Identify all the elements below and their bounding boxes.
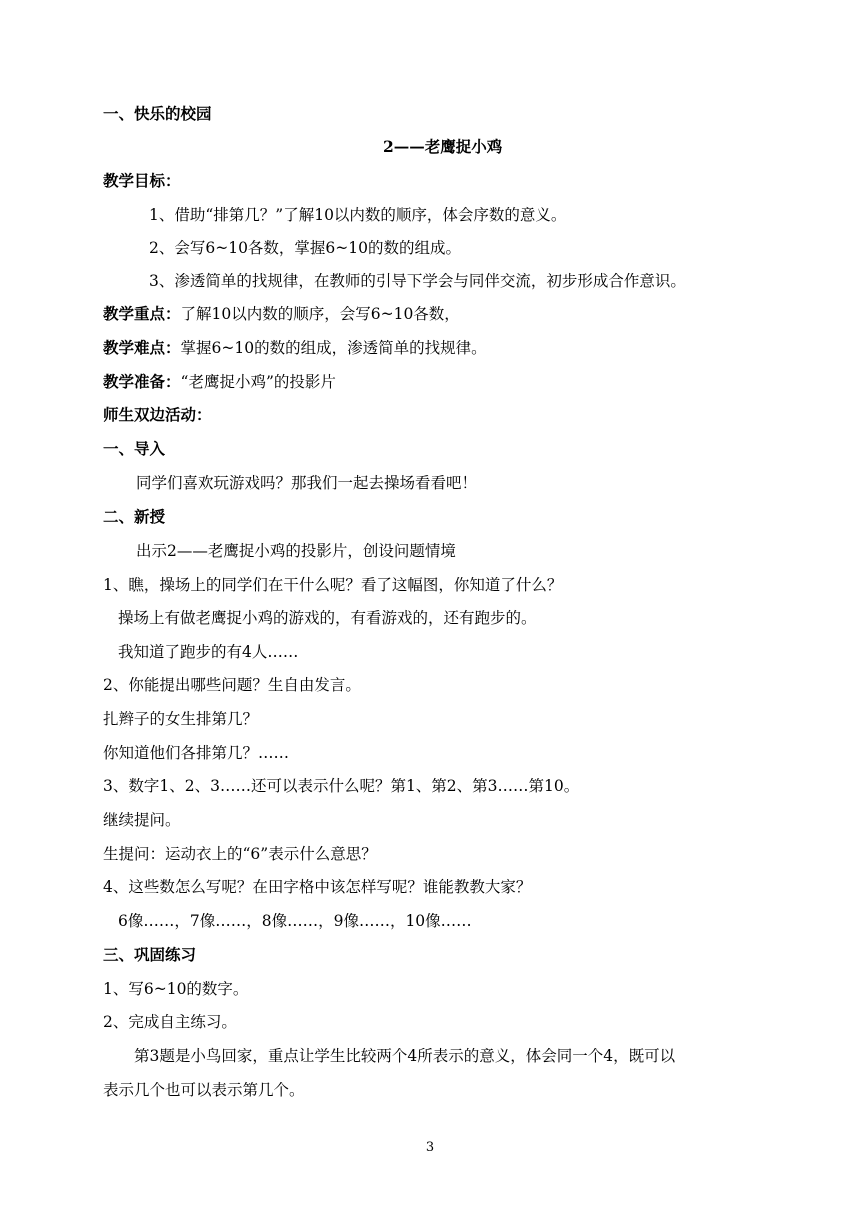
section-line: 操场上有做老鹰捉小鸡的游戏的，有看游戏的，还有跑步的。 <box>118 609 537 627</box>
section-line: 你知道他们各排第几？…… <box>103 744 290 762</box>
key-points <box>103 304 460 324</box>
objectives-label: 教学目标： <box>103 171 181 190</box>
objective-item: 2、会写6~10各数，掌握6~10的数的组成。 <box>149 239 462 257</box>
section-line: 2、你能提出哪些问题？生自由发言。 <box>103 676 361 694</box>
section-paragraph: 同学们喜欢玩游戏吗？那我们一起去操场看看吧！ <box>136 474 478 492</box>
section-line: 继续提问。 <box>103 811 181 829</box>
section-line: 2、完成自主练习。 <box>103 1013 237 1031</box>
preparation <box>103 372 336 392</box>
activities-label: 师生双边活动： <box>103 405 212 424</box>
section-title: 二、新授 <box>103 507 166 526</box>
section-line: 4、这些数怎么写呢？在田字格中该怎样写呢？谁能教教大家？ <box>103 878 532 896</box>
preparation-text: “老鹰捉小鸡”的投影片 <box>180 373 336 391</box>
key-points-label: 教学重点： <box>103 304 181 323</box>
section-title: 三、巩固练习 <box>103 945 197 964</box>
section-line: 第3题是小鸟回家，重点让学生比较两个4所表示的意义，体会同一个4，既可以 <box>134 1047 676 1065</box>
page-number: 3 <box>425 1140 435 1155</box>
section-line: 生提问：运动衣上的“6”表示什么意思？ <box>103 845 377 863</box>
difficulties-text: 掌握6~10的数的组成，渗透简单的找规律。 <box>180 339 487 357</box>
section-line: 我知道了跑步的有4人…… <box>118 643 299 661</box>
objective-item: 3、渗透简单的找规律，在教师的引导下学会与同伴交流，初步形成合作意识。 <box>149 272 686 290</box>
lesson-title: 2——老鹰捉小鸡 <box>383 137 503 156</box>
unit-heading: 一、快乐的校园 <box>103 104 212 123</box>
section-line: 3、数字1、2、3……还可以表示什么呢？第1、第2、第3……第10。 <box>103 777 580 795</box>
section-line: 1、写6~10的数字。 <box>103 980 249 998</box>
section-title: 一、导入 <box>103 439 166 458</box>
difficulties <box>103 338 487 358</box>
key-points-text: 了解10以内数的顺序，会写6~10各数， <box>180 305 460 323</box>
section-line: 表示几个也可以表示第几个。 <box>103 1081 305 1099</box>
section-line: 出示2——老鹰捉小鸡的投影片，创设问题情境 <box>136 542 456 560</box>
difficulties-label: 教学难点： <box>103 338 181 357</box>
preparation-label: 教学准备： <box>103 372 181 391</box>
section-line: 扎辫子的女生排第几？ <box>103 710 259 728</box>
section-line: 1、瞧，操场上的同学们在干什么呢？看了这幅图，你知道了什么？ <box>103 576 563 594</box>
section-line: 6像……，7像……，8像……，9像……，10像…… <box>118 912 472 930</box>
objective-item: 1、借助“排第几？”了解10以内数的顺序，体会序数的意义。 <box>149 206 567 224</box>
